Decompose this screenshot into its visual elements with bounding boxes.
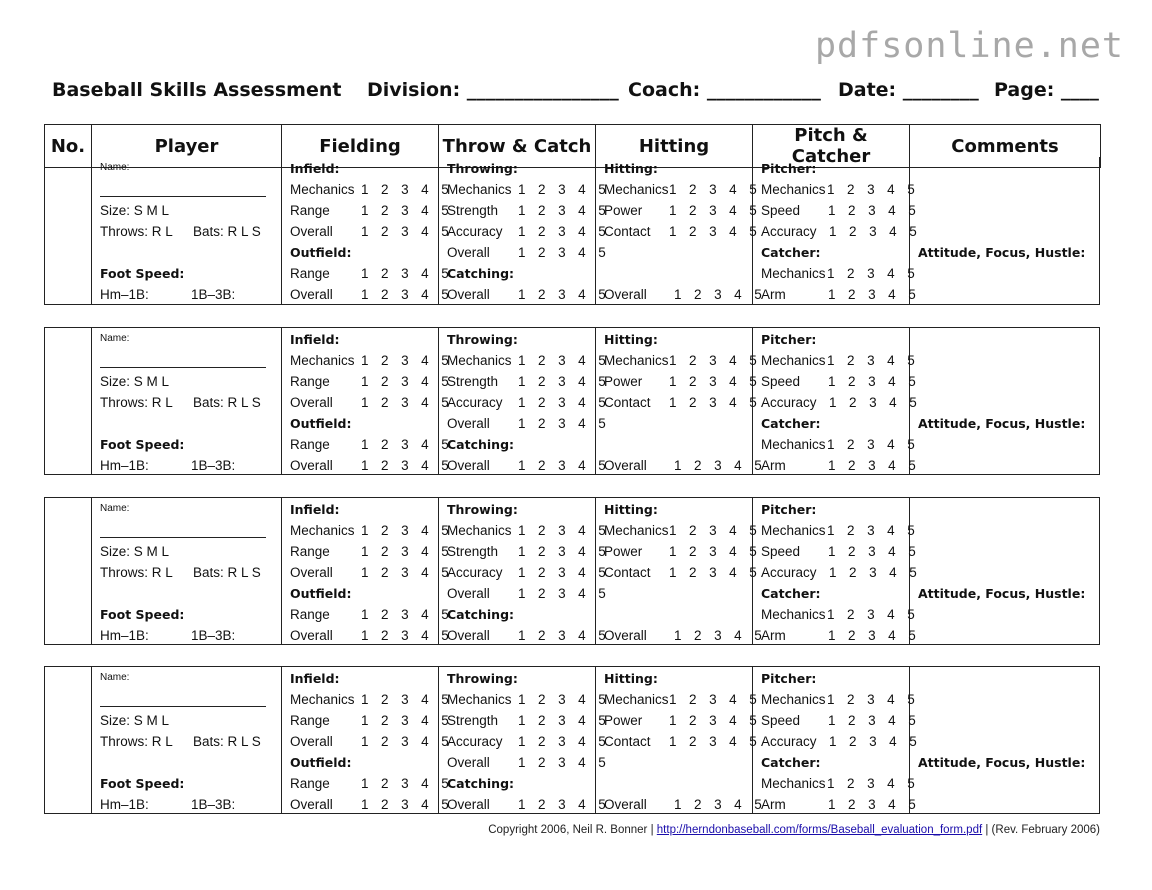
hitting-mechanics-scale[interactable]: 1 2 3 4 5 bbox=[669, 353, 762, 368]
name-input-line[interactable] bbox=[100, 196, 266, 197]
infield-mechanics-label: Mechanics bbox=[290, 353, 355, 368]
comments-cell[interactable] bbox=[910, 157, 1101, 304]
hitting-mechanics-scale[interactable]: 1 2 3 4 5 bbox=[669, 692, 762, 707]
hitting-overall-label: Overall bbox=[604, 797, 647, 812]
infield-range-scale[interactable]: 1 2 3 4 5 bbox=[361, 374, 454, 389]
throwing-mechanics-label: Mechanics bbox=[447, 182, 512, 197]
catcher-mechanics-label: Mechanics bbox=[761, 607, 826, 622]
outfield-range-scale[interactable]: 1 2 3 4 5 bbox=[361, 437, 454, 452]
col-no: No. bbox=[45, 125, 92, 168]
infield-label: Infield: bbox=[290, 332, 340, 347]
comments-label: Attitude, Focus, Hustle: bbox=[918, 586, 1086, 601]
outfield-label: Outfield: bbox=[290, 755, 352, 770]
player-cell bbox=[92, 667, 282, 813]
outfield-range-scale[interactable]: 1 2 3 4 5 bbox=[361, 607, 454, 622]
outfield-overall-scale[interactable]: 1 2 3 4 5 bbox=[361, 628, 454, 643]
throws-options[interactable]: Throws: R L bbox=[100, 734, 173, 749]
catching-overall-scale[interactable]: 1 2 3 4 5 bbox=[518, 287, 611, 302]
1b-3b-label: 1B–3B: bbox=[191, 797, 236, 812]
infield-overall-label: Overall bbox=[290, 395, 333, 410]
comments-cell[interactable] bbox=[910, 667, 1101, 813]
throwing-accuracy-label: Accuracy bbox=[447, 565, 503, 580]
speed-label: Speed bbox=[761, 713, 801, 728]
arm-label: Arm bbox=[761, 797, 786, 812]
catcher-mechanics-label: Mechanics bbox=[761, 776, 826, 791]
pitcher-mechanics-label: Mechanics bbox=[761, 182, 826, 197]
hitting-cell bbox=[596, 667, 767, 813]
contact-scale[interactable]: 1 2 3 4 5 bbox=[669, 734, 762, 749]
pitch-catcher-cell bbox=[753, 498, 922, 644]
outfield-range-label: Range bbox=[290, 607, 330, 622]
speed-label: Speed bbox=[761, 544, 801, 559]
contact-label: Contact bbox=[604, 224, 651, 239]
fielding-cell bbox=[282, 157, 454, 304]
coach-field: Coach: ____________ bbox=[628, 79, 821, 101]
throwing-mechanics-label: Mechanics bbox=[447, 353, 512, 368]
throw-catch-cell bbox=[439, 328, 611, 474]
size-options[interactable]: Size: S M L bbox=[100, 374, 170, 389]
infield-mechanics-scale[interactable]: 1 2 3 4 5 bbox=[361, 692, 454, 707]
throwing-mechanics-scale[interactable]: 1 2 3 4 5 bbox=[518, 182, 611, 197]
speed-scale[interactable]: 1 2 3 4 5 bbox=[828, 374, 921, 389]
comments-label: Attitude, Focus, Hustle: bbox=[918, 416, 1086, 431]
power-scale[interactable]: 1 2 3 4 5 bbox=[669, 544, 762, 559]
hitting-overall-label: Overall bbox=[604, 287, 647, 302]
strength-scale[interactable]: 1 2 3 4 5 bbox=[518, 713, 611, 728]
name-label: Name: bbox=[100, 503, 130, 514]
player-block bbox=[44, 497, 1100, 645]
player-block bbox=[44, 666, 1100, 814]
watermark: pdfsonline.net bbox=[814, 26, 1124, 66]
infield-overall-label: Overall bbox=[290, 734, 333, 749]
contact-label: Contact bbox=[604, 565, 651, 580]
power-label: Power bbox=[604, 544, 643, 559]
name-label: Name: bbox=[100, 333, 130, 344]
fielding-cell bbox=[282, 667, 454, 813]
throwing-label: Throwing: bbox=[447, 671, 518, 686]
contact-scale[interactable]: 1 2 3 4 5 bbox=[669, 565, 762, 580]
outfield-label: Outfield: bbox=[290, 586, 352, 601]
division-field: Division: ________________ bbox=[367, 79, 619, 101]
catching-label: Catching: bbox=[447, 776, 515, 791]
pitcher-accuracy-scale[interactable]: 1 2 3 4 5 bbox=[829, 734, 922, 749]
foot-speed-label: Foot Speed: bbox=[100, 437, 185, 452]
power-label: Power bbox=[604, 374, 643, 389]
copyright-text: Copyright 2006, Neil R. Bonner | bbox=[488, 824, 654, 836]
speed-scale[interactable]: 1 2 3 4 5 bbox=[828, 713, 921, 728]
player-block bbox=[44, 157, 1100, 305]
power-scale[interactable]: 1 2 3 4 5 bbox=[669, 203, 762, 218]
strength-scale[interactable]: 1 2 3 4 5 bbox=[518, 374, 611, 389]
strength-label: Strength bbox=[447, 713, 499, 728]
name-input-line[interactable] bbox=[100, 706, 266, 707]
hitting-overall-scale[interactable]: 1 2 3 4 5 bbox=[674, 458, 767, 473]
contact-scale[interactable]: 1 2 3 4 5 bbox=[669, 224, 762, 239]
hm-1b-label: Hm–1B: bbox=[100, 287, 149, 302]
throw-catch-cell bbox=[439, 157, 611, 304]
catching-label: Catching: bbox=[447, 607, 515, 622]
comments-cell[interactable] bbox=[910, 328, 1101, 474]
strength-scale[interactable]: 1 2 3 4 5 bbox=[518, 544, 611, 559]
size-options[interactable]: Size: S M L bbox=[100, 713, 170, 728]
power-label: Power bbox=[604, 713, 643, 728]
infield-overall-scale[interactable]: 1 2 3 4 5 bbox=[361, 565, 454, 580]
strength-label: Strength bbox=[447, 374, 499, 389]
power-scale[interactable]: 1 2 3 4 5 bbox=[669, 374, 762, 389]
outfield-overall-scale[interactable]: 1 2 3 4 5 bbox=[361, 458, 454, 473]
name-input-line[interactable] bbox=[100, 537, 266, 538]
page-field: Page: ____ bbox=[994, 79, 1099, 101]
pitcher-mechanics-scale[interactable]: 1 2 3 4 5 bbox=[827, 523, 920, 538]
pitch-catcher-cell bbox=[753, 157, 922, 304]
catcher-mechanics-scale[interactable]: 1 2 3 4 5 bbox=[827, 607, 920, 622]
speed-label: Speed bbox=[761, 374, 801, 389]
outfield-label: Outfield: bbox=[290, 245, 352, 260]
outfield-range-label: Range bbox=[290, 266, 330, 281]
outfield-overall-label: Overall bbox=[290, 458, 333, 473]
outfield-range-label: Range bbox=[290, 437, 330, 452]
form-link[interactable]: http://herndonbaseball.com/forms/Baseball_evaluation_form.pdf bbox=[656, 824, 983, 836]
hitting-overall-scale[interactable]: 1 2 3 4 5 bbox=[674, 287, 767, 302]
throw-catch-cell bbox=[439, 498, 611, 644]
catcher-label: Catcher: bbox=[761, 416, 821, 431]
throwing-overall-label: Overall bbox=[447, 416, 490, 431]
hitting-overall-label: Overall bbox=[604, 458, 647, 473]
catching-overall-label: Overall bbox=[447, 628, 490, 643]
arm-scale[interactable]: 1 2 3 4 5 bbox=[828, 287, 921, 302]
outfield-overall-scale[interactable]: 1 2 3 4 5 bbox=[361, 797, 454, 812]
throwing-mechanics-scale[interactable]: 1 2 3 4 5 bbox=[518, 692, 611, 707]
infield-mechanics-label: Mechanics bbox=[290, 692, 355, 707]
name-label: Name: bbox=[100, 672, 130, 683]
col-throw-catch: Throw & Catch bbox=[439, 125, 596, 168]
catcher-mechanics-scale[interactable]: 1 2 3 4 5 bbox=[827, 776, 920, 791]
throwing-accuracy-scale[interactable]: 1 2 3 4 5 bbox=[518, 395, 611, 410]
throwing-mechanics-label: Mechanics bbox=[447, 523, 512, 538]
pitcher-mechanics-label: Mechanics bbox=[761, 692, 826, 707]
throwing-accuracy-scale[interactable]: 1 2 3 4 5 bbox=[518, 565, 611, 580]
name-label: Name: bbox=[100, 162, 130, 173]
infield-range-label: Range bbox=[290, 544, 330, 559]
pitcher-label: Pitcher: bbox=[761, 161, 817, 176]
number-cell[interactable] bbox=[45, 667, 92, 813]
catching-label: Catching: bbox=[447, 266, 515, 281]
pitcher-mechanics-label: Mechanics bbox=[761, 523, 826, 538]
contact-label: Contact bbox=[604, 734, 651, 749]
hitting-mechanics-label: Mechanics bbox=[604, 692, 669, 707]
throwing-accuracy-label: Accuracy bbox=[447, 395, 503, 410]
arm-scale[interactable]: 1 2 3 4 5 bbox=[828, 458, 921, 473]
pitcher-accuracy-scale[interactable]: 1 2 3 4 5 bbox=[829, 395, 922, 410]
hitting-cell bbox=[596, 328, 767, 474]
size-options[interactable]: Size: S M L bbox=[100, 203, 170, 218]
number-cell[interactable] bbox=[45, 328, 92, 474]
hm-1b-label: Hm–1B: bbox=[100, 797, 149, 812]
throwing-overall-scale[interactable]: 1 2 3 4 5 bbox=[518, 755, 611, 770]
footer bbox=[488, 824, 1100, 836]
infield-range-label: Range bbox=[290, 374, 330, 389]
1b-3b-label: 1B–3B: bbox=[191, 628, 236, 643]
arm-label: Arm bbox=[761, 287, 786, 302]
contact-scale[interactable]: 1 2 3 4 5 bbox=[669, 395, 762, 410]
outfield-range-label: Range bbox=[290, 776, 330, 791]
catching-label: Catching: bbox=[447, 437, 515, 452]
hitting-label: Hitting: bbox=[604, 332, 658, 347]
pitch-catcher-cell bbox=[753, 328, 922, 474]
throwing-overall-scale[interactable]: 1 2 3 4 5 bbox=[518, 245, 611, 260]
throwing-overall-scale[interactable]: 1 2 3 4 5 bbox=[518, 586, 611, 601]
infield-overall-scale[interactable]: 1 2 3 4 5 bbox=[361, 734, 454, 749]
date-field: Date: ________ bbox=[838, 79, 979, 101]
catching-overall-label: Overall bbox=[447, 287, 490, 302]
infield-overall-scale[interactable]: 1 2 3 4 5 bbox=[361, 395, 454, 410]
player-cell bbox=[92, 157, 282, 304]
infield-mechanics-scale[interactable]: 1 2 3 4 5 bbox=[361, 353, 454, 368]
hitting-overall-scale[interactable]: 1 2 3 4 5 bbox=[674, 797, 767, 812]
col-player: Player bbox=[92, 125, 282, 168]
outfield-range-scale[interactable]: 1 2 3 4 5 bbox=[361, 776, 454, 791]
pitcher-label: Pitcher: bbox=[761, 332, 817, 347]
infield-range-scale[interactable]: 1 2 3 4 5 bbox=[361, 544, 454, 559]
infield-range-label: Range bbox=[290, 203, 330, 218]
infield-overall-label: Overall bbox=[290, 224, 333, 239]
hitting-cell bbox=[596, 498, 767, 644]
pitcher-mechanics-label: Mechanics bbox=[761, 353, 826, 368]
fielding-cell bbox=[282, 498, 454, 644]
infield-label: Infield: bbox=[290, 671, 340, 686]
catching-overall-label: Overall bbox=[447, 797, 490, 812]
pitcher-accuracy-label: Accuracy bbox=[761, 565, 817, 580]
throwing-mechanics-scale[interactable]: 1 2 3 4 5 bbox=[518, 353, 611, 368]
hm-1b-label: Hm–1B: bbox=[100, 458, 149, 473]
catcher-mechanics-scale[interactable]: 1 2 3 4 5 bbox=[827, 437, 920, 452]
hitting-cell bbox=[596, 157, 767, 304]
hitting-mechanics-label: Mechanics bbox=[604, 523, 669, 538]
outfield-overall-label: Overall bbox=[290, 287, 333, 302]
throwing-mechanics-label: Mechanics bbox=[447, 692, 512, 707]
catching-overall-scale[interactable]: 1 2 3 4 5 bbox=[518, 628, 611, 643]
player-cell bbox=[92, 328, 282, 474]
hitting-label: Hitting: bbox=[604, 502, 658, 517]
comments-cell[interactable] bbox=[910, 498, 1101, 644]
throws-options[interactable]: Throws: R L bbox=[100, 395, 173, 410]
infield-overall-scale[interactable]: 1 2 3 4 5 bbox=[361, 224, 454, 239]
pitcher-accuracy-label: Accuracy bbox=[761, 734, 817, 749]
throwing-overall-label: Overall bbox=[447, 245, 490, 260]
1b-3b-label: 1B–3B: bbox=[191, 458, 236, 473]
outfield-range-scale[interactable]: 1 2 3 4 5 bbox=[361, 266, 454, 281]
bats-options[interactable]: Bats: R L S bbox=[193, 395, 261, 410]
infield-mechanics-scale[interactable]: 1 2 3 4 5 bbox=[361, 523, 454, 538]
col-fielding: Fielding bbox=[282, 125, 439, 168]
arm-scale[interactable]: 1 2 3 4 5 bbox=[828, 797, 921, 812]
infield-range-scale[interactable]: 1 2 3 4 5 bbox=[361, 203, 454, 218]
throwing-overall-scale[interactable]: 1 2 3 4 5 bbox=[518, 416, 611, 431]
catcher-label: Catcher: bbox=[761, 245, 821, 260]
strength-label: Strength bbox=[447, 203, 499, 218]
speed-scale[interactable]: 1 2 3 4 5 bbox=[828, 544, 921, 559]
power-label: Power bbox=[604, 203, 643, 218]
throwing-accuracy-label: Accuracy bbox=[447, 224, 503, 239]
catcher-mechanics-label: Mechanics bbox=[761, 437, 826, 452]
throwing-overall-label: Overall bbox=[447, 755, 490, 770]
infield-mechanics-scale[interactable]: 1 2 3 4 5 bbox=[361, 182, 454, 197]
pitcher-accuracy-scale[interactable]: 1 2 3 4 5 bbox=[829, 224, 922, 239]
outfield-label: Outfield: bbox=[290, 416, 352, 431]
throws-options[interactable]: Throws: R L bbox=[100, 565, 173, 580]
infield-range-label: Range bbox=[290, 713, 330, 728]
speed-scale[interactable]: 1 2 3 4 5 bbox=[828, 203, 921, 218]
outfield-overall-label: Overall bbox=[290, 628, 333, 643]
throwing-accuracy-scale[interactable]: 1 2 3 4 5 bbox=[518, 224, 611, 239]
pitcher-mechanics-scale[interactable]: 1 2 3 4 5 bbox=[827, 692, 920, 707]
revision-text: | (Rev. February 2006) bbox=[985, 824, 1100, 836]
1b-3b-label: 1B–3B: bbox=[191, 287, 236, 302]
infield-mechanics-label: Mechanics bbox=[290, 523, 355, 538]
catching-overall-scale[interactable]: 1 2 3 4 5 bbox=[518, 458, 611, 473]
throwing-overall-label: Overall bbox=[447, 586, 490, 601]
bats-options[interactable]: Bats: R L S bbox=[193, 565, 261, 580]
pitcher-label: Pitcher: bbox=[761, 502, 817, 517]
form-title: Baseball Skills Assessment bbox=[52, 79, 342, 101]
hitting-label: Hitting: bbox=[604, 161, 658, 176]
col-comments: Comments bbox=[910, 125, 1101, 168]
infield-overall-label: Overall bbox=[290, 565, 333, 580]
throwing-accuracy-label: Accuracy bbox=[447, 734, 503, 749]
arm-label: Arm bbox=[761, 458, 786, 473]
throwing-label: Throwing: bbox=[447, 502, 518, 517]
hitting-mechanics-scale[interactable]: 1 2 3 4 5 bbox=[669, 182, 762, 197]
foot-speed-label: Foot Speed: bbox=[100, 266, 185, 281]
player-block bbox=[44, 327, 1100, 475]
number-cell[interactable] bbox=[45, 157, 92, 304]
name-input-line[interactable] bbox=[100, 367, 266, 368]
pitcher-accuracy-label: Accuracy bbox=[761, 224, 817, 239]
comments-label: Attitude, Focus, Hustle: bbox=[918, 245, 1086, 260]
catcher-mechanics-label: Mechanics bbox=[761, 266, 826, 281]
pitcher-label: Pitcher: bbox=[761, 671, 817, 686]
fielding-cell bbox=[282, 328, 454, 474]
hitting-overall-label: Overall bbox=[604, 628, 647, 643]
throws-options[interactable]: Throws: R L bbox=[100, 224, 173, 239]
hitting-mechanics-label: Mechanics bbox=[604, 182, 669, 197]
hm-1b-label: Hm–1B: bbox=[100, 628, 149, 643]
outfield-overall-scale[interactable]: 1 2 3 4 5 bbox=[361, 287, 454, 302]
pitcher-accuracy-scale[interactable]: 1 2 3 4 5 bbox=[829, 565, 922, 580]
comments-label: Attitude, Focus, Hustle: bbox=[918, 755, 1086, 770]
infield-label: Infield: bbox=[290, 502, 340, 517]
foot-speed-label: Foot Speed: bbox=[100, 776, 185, 791]
arm-scale[interactable]: 1 2 3 4 5 bbox=[828, 628, 921, 643]
outfield-overall-label: Overall bbox=[290, 797, 333, 812]
catcher-mechanics-scale[interactable]: 1 2 3 4 5 bbox=[827, 266, 920, 281]
throwing-accuracy-scale[interactable]: 1 2 3 4 5 bbox=[518, 734, 611, 749]
infield-range-scale[interactable]: 1 2 3 4 5 bbox=[361, 713, 454, 728]
hitting-mechanics-scale[interactable]: 1 2 3 4 5 bbox=[669, 523, 762, 538]
power-scale[interactable]: 1 2 3 4 5 bbox=[669, 713, 762, 728]
infield-mechanics-label: Mechanics bbox=[290, 182, 355, 197]
catching-overall-label: Overall bbox=[447, 458, 490, 473]
throwing-mechanics-scale[interactable]: 1 2 3 4 5 bbox=[518, 523, 611, 538]
throwing-label: Throwing: bbox=[447, 161, 518, 176]
bats-options[interactable]: Bats: R L S bbox=[193, 734, 261, 749]
infield-label: Infield: bbox=[290, 161, 340, 176]
col-pitch-catcher: Pitch & Catcher bbox=[753, 125, 910, 168]
contact-label: Contact bbox=[604, 395, 651, 410]
size-options[interactable]: Size: S M L bbox=[100, 544, 170, 559]
bats-options[interactable]: Bats: R L S bbox=[193, 224, 261, 239]
catcher-label: Catcher: bbox=[761, 755, 821, 770]
pitcher-accuracy-label: Accuracy bbox=[761, 395, 817, 410]
foot-speed-label: Foot Speed: bbox=[100, 607, 185, 622]
catching-overall-scale[interactable]: 1 2 3 4 5 bbox=[518, 797, 611, 812]
pitch-catcher-cell bbox=[753, 667, 922, 813]
catcher-label: Catcher: bbox=[761, 586, 821, 601]
player-cell bbox=[92, 498, 282, 644]
pitcher-mechanics-scale[interactable]: 1 2 3 4 5 bbox=[827, 353, 920, 368]
col-hitting: Hitting bbox=[596, 125, 753, 168]
number-cell[interactable] bbox=[45, 498, 92, 644]
speed-label: Speed bbox=[761, 203, 801, 218]
hitting-overall-scale[interactable]: 1 2 3 4 5 bbox=[674, 628, 767, 643]
arm-label: Arm bbox=[761, 628, 786, 643]
hitting-mechanics-label: Mechanics bbox=[604, 353, 669, 368]
strength-label: Strength bbox=[447, 544, 499, 559]
hitting-label: Hitting: bbox=[604, 671, 658, 686]
throw-catch-cell bbox=[439, 667, 611, 813]
strength-scale[interactable]: 1 2 3 4 5 bbox=[518, 203, 611, 218]
throwing-label: Throwing: bbox=[447, 332, 518, 347]
pitcher-mechanics-scale[interactable]: 1 2 3 4 5 bbox=[827, 182, 920, 197]
